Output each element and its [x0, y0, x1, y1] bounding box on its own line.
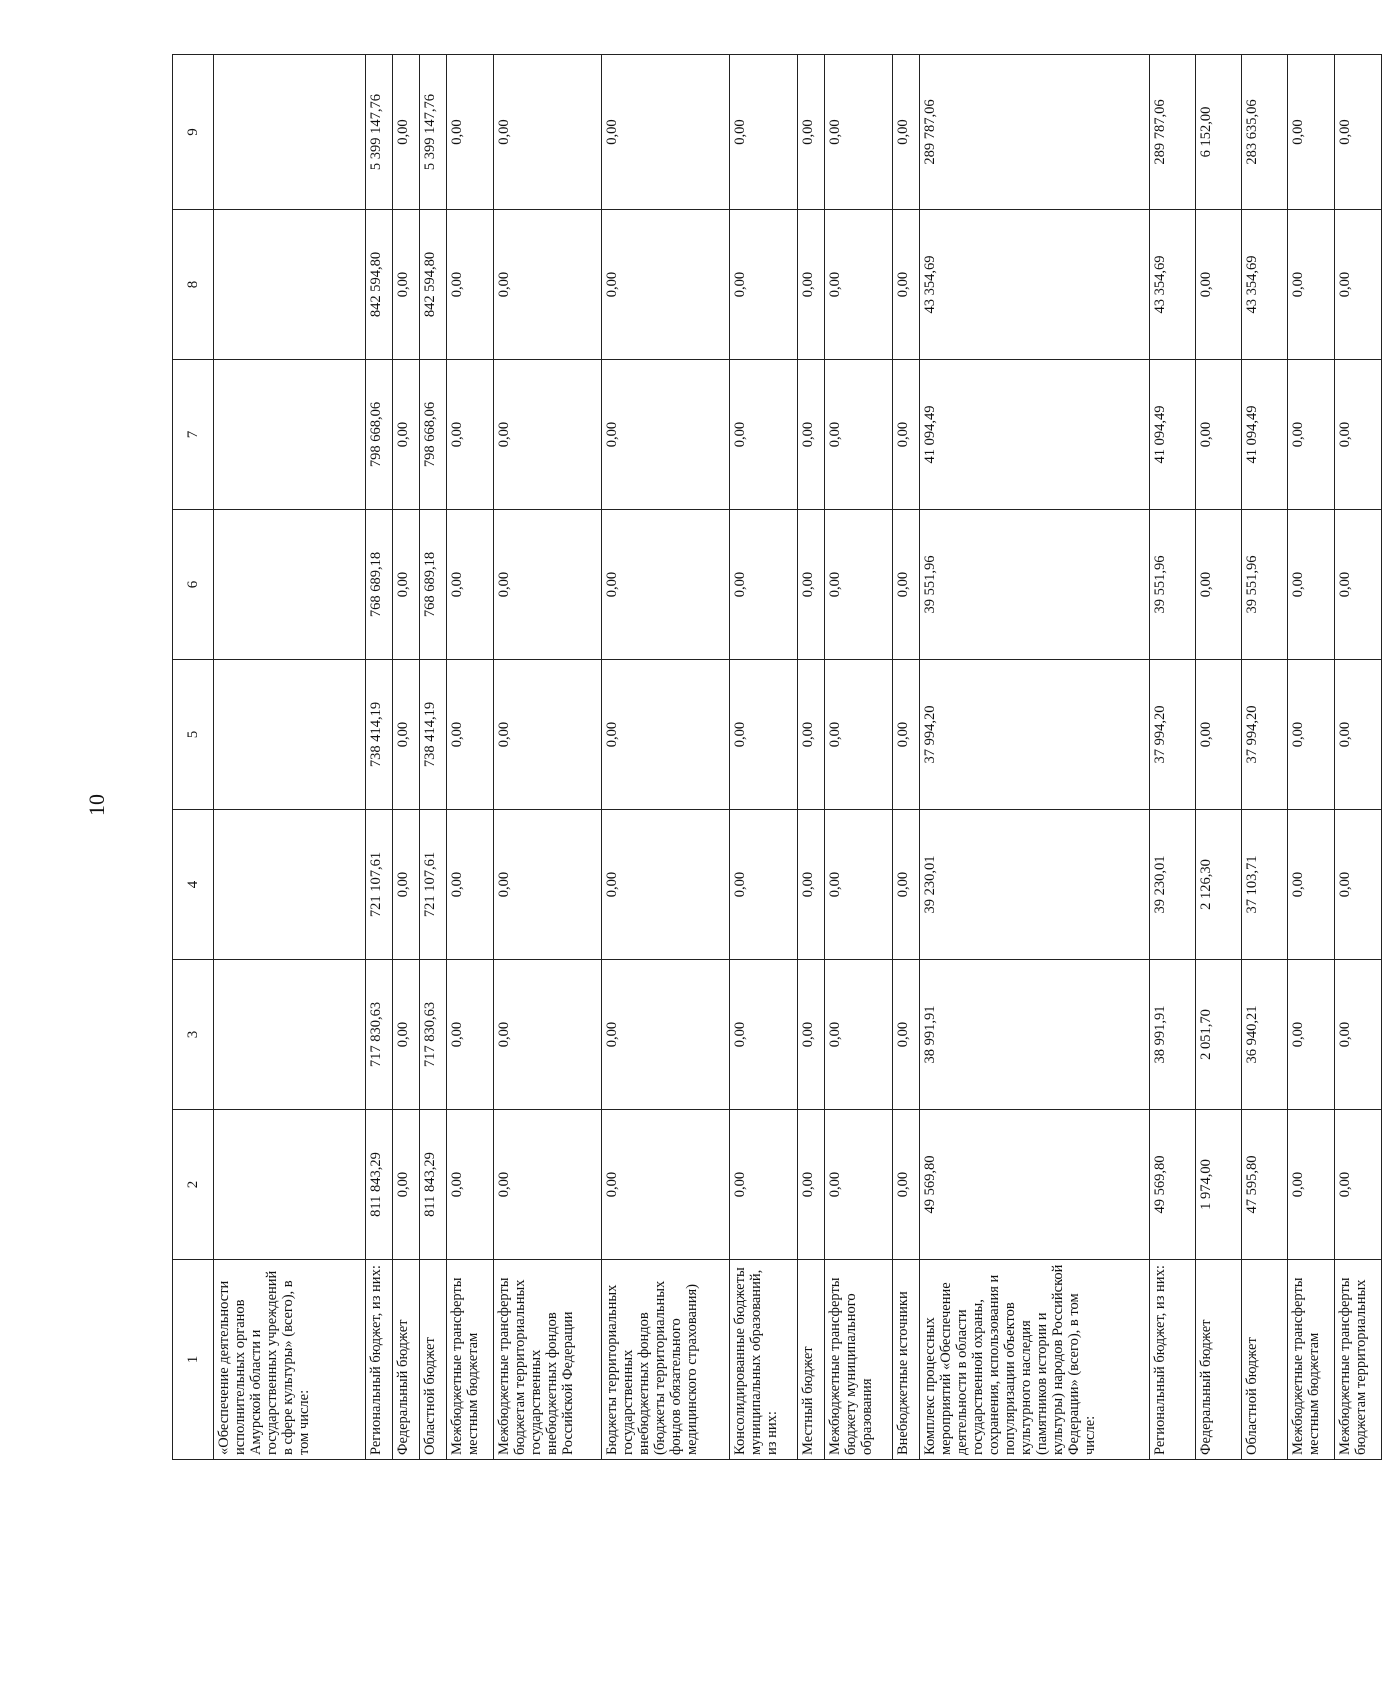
table-cell: 0,00	[601, 360, 730, 510]
table-cell: 0,00	[824, 55, 893, 210]
table-cell: 41 094,49	[919, 360, 1149, 510]
row-label: Межбюджетные трансферты бюджетам территориальных государственных внебюджетных фондов Российской Федерации	[493, 1260, 601, 1460]
table-cell: 0,00	[1334, 210, 1381, 360]
table-cell: 0,00	[493, 210, 601, 360]
column-header: 3	[173, 960, 214, 1110]
table-cell: 0,00	[824, 210, 893, 360]
table-cell: 39 230,01	[1150, 810, 1196, 960]
table-cell: 0,00	[446, 1110, 493, 1260]
table-cell: 0,00	[493, 510, 601, 660]
table-cell: 0,00	[1287, 510, 1334, 660]
column-header: 5	[173, 660, 214, 810]
table-cell: 0,00	[446, 55, 493, 210]
table-cell: 43 354,69	[919, 210, 1149, 360]
column-header: 2	[173, 1110, 214, 1260]
table-row	[493, 55, 601, 1460]
table-cell: 0,00	[824, 1110, 893, 1260]
table-cell: 5 399 147,76	[366, 55, 393, 210]
table-cell: 0,00	[1287, 210, 1334, 360]
table-cell: 0,00	[1334, 55, 1381, 210]
table-cell: 0,00	[446, 960, 493, 1110]
table-cell: 0,00	[601, 55, 730, 210]
table-cell: 2 126,30	[1196, 810, 1242, 960]
table-cell: 0,00	[393, 810, 420, 960]
table-cell: 0,00	[797, 960, 824, 1110]
row-label: «Обеспечение деятельности исполнительных органов Амурской области и государственных учреждений в сфере культуры» (всего), в том числе:	[213, 1260, 366, 1460]
table-cell: 0,00	[1287, 810, 1334, 960]
table-row	[824, 55, 893, 1460]
table-cell: 0,00	[601, 960, 730, 1110]
table-cell: 0,00	[730, 660, 797, 810]
table-row	[919, 55, 1149, 1460]
table-cell: 0,00	[1334, 360, 1381, 510]
table-cell: 0,00	[493, 55, 601, 210]
table-cell: 39 551,96	[1241, 510, 1287, 660]
table-cell: 0,00	[730, 360, 797, 510]
table-cell: 0,00	[893, 510, 920, 660]
table-cell: 0,00	[393, 1110, 420, 1260]
table-cell: 0,00	[393, 55, 420, 210]
table-cell: 0,00	[601, 660, 730, 810]
table-cell: 0,00	[601, 1110, 730, 1260]
table-cell: 38 991,91	[1150, 960, 1196, 1110]
table-cell: 0,00	[797, 1110, 824, 1260]
table-cell: 0,00	[493, 660, 601, 810]
table-row	[213, 55, 366, 1460]
table-cell: 0,00	[797, 660, 824, 810]
column-header: 7	[173, 360, 214, 510]
table-cell: 0,00	[730, 210, 797, 360]
table-cell: 842 594,80	[419, 210, 446, 360]
table-row	[446, 55, 493, 1460]
table-cell: 0,00	[893, 810, 920, 960]
table-cell: 721 107,61	[419, 810, 446, 960]
column-header: 1	[173, 1260, 214, 1460]
row-label: Межбюджетные трансферты местным бюджетам	[446, 1260, 493, 1460]
table-cell: 0,00	[1287, 1110, 1334, 1260]
table-cell: 0,00	[1287, 960, 1334, 1110]
row-label: Консолидированные бюджеты муниципальных образований, из них:	[730, 1260, 797, 1460]
table-cell: 38 991,91	[919, 960, 1149, 1110]
table-cell: 0,00	[1287, 660, 1334, 810]
table-cell: 36 940,21	[1241, 960, 1287, 1110]
table-cell: 0,00	[493, 960, 601, 1110]
table-cell: 0,00	[446, 810, 493, 960]
table-cell: 39 230,01	[919, 810, 1149, 960]
table-cell: 0,00	[824, 660, 893, 810]
table-cell: 49 569,80	[919, 1110, 1149, 1260]
table-cell	[213, 360, 366, 510]
table-cell: 0,00	[601, 210, 730, 360]
table-cell: 0,00	[893, 210, 920, 360]
page-number: 10	[84, 794, 109, 816]
table-cell: 37 994,20	[1150, 660, 1196, 810]
table-row	[1196, 55, 1242, 1460]
table-cell: 0,00	[893, 960, 920, 1110]
table-cell: 0,00	[893, 360, 920, 510]
table-cell: 738 414,19	[366, 660, 393, 810]
table-cell: 289 787,06	[919, 55, 1149, 210]
table-cell	[213, 660, 366, 810]
table-cell: 0,00	[730, 1110, 797, 1260]
table-row	[419, 55, 446, 1460]
table-cell: 768 689,18	[419, 510, 446, 660]
table-cell: 811 843,29	[366, 1110, 393, 1260]
column-header: 6	[173, 510, 214, 660]
table-cell: 738 414,19	[419, 660, 446, 810]
table-cell: 0,00	[824, 360, 893, 510]
table-cell: 289 787,06	[1150, 55, 1196, 210]
table-row	[1241, 55, 1287, 1460]
row-label: Региональный бюджет, из них:	[366, 1260, 393, 1460]
column-header: 4	[173, 810, 214, 960]
row-label: Местный бюджет	[797, 1260, 824, 1460]
table-cell: 0,00	[393, 960, 420, 1110]
table-cell: 0,00	[730, 960, 797, 1110]
table-cell: 798 668,06	[366, 360, 393, 510]
row-label: Внебюджетные источники	[893, 1260, 920, 1460]
table-cell: 1 974,00	[1196, 1110, 1242, 1260]
row-label: Межбюджетные трансферты бюджету муниципального образования	[824, 1260, 893, 1460]
table-cell: 0,00	[446, 360, 493, 510]
table-cell: 0,00	[730, 810, 797, 960]
table-cell	[213, 1110, 366, 1260]
table-row	[1287, 55, 1334, 1460]
table-row	[797, 55, 824, 1460]
row-label: Региональный бюджет, из них:	[1150, 1260, 1196, 1460]
table-cell: 0,00	[1196, 660, 1242, 810]
table-cell: 49 569,80	[1150, 1110, 1196, 1260]
budget-table	[172, 54, 1382, 1460]
row-label: Межбюджетные трансферты бюджетам территориальных	[1334, 1260, 1381, 1460]
table-cell	[213, 960, 366, 1110]
table-cell: 0,00	[824, 960, 893, 1110]
table-cell	[213, 810, 366, 960]
table-cell: 0,00	[893, 660, 920, 810]
table-cell: 0,00	[797, 810, 824, 960]
table-cell: 0,00	[393, 660, 420, 810]
table-cell: 0,00	[893, 1110, 920, 1260]
table-cell: 717 830,63	[366, 960, 393, 1110]
table-cell: 0,00	[1287, 360, 1334, 510]
table-container	[172, 55, 1382, 1460]
table-cell: 0,00	[601, 810, 730, 960]
table-row	[601, 55, 730, 1460]
table-cell: 5 399 147,76	[419, 55, 446, 210]
table-cell: 37 103,71	[1241, 810, 1287, 960]
table-cell: 0,00	[797, 55, 824, 210]
table-cell: 0,00	[601, 510, 730, 660]
table-cell: 0,00	[393, 510, 420, 660]
table-cell: 0,00	[893, 55, 920, 210]
table-cell: 768 689,18	[366, 510, 393, 660]
table-cell: 0,00	[797, 510, 824, 660]
table-cell: 0,00	[1334, 1110, 1381, 1260]
table-cell: 811 843,29	[419, 1110, 446, 1260]
table-cell: 43 354,69	[1150, 210, 1196, 360]
table-cell: 0,00	[824, 510, 893, 660]
column-header: 9	[173, 55, 214, 210]
table-row	[393, 55, 420, 1460]
table-cell: 0,00	[1196, 360, 1242, 510]
table-cell: 37 994,20	[1241, 660, 1287, 810]
table-row	[1334, 55, 1381, 1460]
table-cell: 283 635,06	[1241, 55, 1287, 210]
table-cell	[213, 510, 366, 660]
table-cell: 842 594,80	[366, 210, 393, 360]
table-cell: 43 354,69	[1241, 210, 1287, 360]
table-cell: 39 551,96	[919, 510, 1149, 660]
table-cell: 0,00	[1287, 55, 1334, 210]
table-cell: 39 551,96	[1150, 510, 1196, 660]
column-header: 8	[173, 210, 214, 360]
table-cell: 2 051,70	[1196, 960, 1242, 1110]
table-cell: 0,00	[493, 810, 601, 960]
table-cell: 0,00	[1334, 510, 1381, 660]
row-label: Областной бюджет	[1241, 1260, 1287, 1460]
header-row	[173, 55, 214, 1460]
table-cell: 0,00	[493, 1110, 601, 1260]
table-row	[1150, 55, 1196, 1460]
table-cell	[213, 210, 366, 360]
table-cell: 0,00	[446, 210, 493, 360]
table-cell: 37 994,20	[919, 660, 1149, 810]
table-cell: 0,00	[493, 360, 601, 510]
table-cell: 0,00	[393, 360, 420, 510]
table-cell: 0,00	[1334, 660, 1381, 810]
table-cell: 717 830,63	[419, 960, 446, 1110]
table-cell	[213, 55, 366, 210]
table-body	[173, 55, 1382, 1460]
table-cell: 721 107,61	[366, 810, 393, 960]
table-row	[730, 55, 797, 1460]
row-label: Бюджеты территориальных государственных внебюджетных фондов (бюджеты территориальных фондов обязательного медицинского страхования)	[601, 1260, 730, 1460]
table-cell: 0,00	[393, 210, 420, 360]
table-cell: 0,00	[797, 360, 824, 510]
table-cell: 0,00	[1334, 810, 1381, 960]
table-cell: 0,00	[824, 810, 893, 960]
table-cell: 0,00	[1334, 960, 1381, 1110]
table-cell: 6 152,00	[1196, 55, 1242, 210]
row-label: Комплекс процессных мероприятий «Обеспечение деятельности в области государственной охраны, сохранения, использования и популяризации объектов культурного наследия (памятников истории и культуры) народов Российской Федерации» (всего), в том числе:	[919, 1260, 1149, 1460]
table-row	[366, 55, 393, 1460]
table-cell: 0,00	[730, 55, 797, 210]
table-row	[893, 55, 920, 1460]
table-cell: 0,00	[1196, 510, 1242, 660]
row-label: Федеральный бюджет	[393, 1260, 420, 1460]
table-cell: 47 595,80	[1241, 1110, 1287, 1260]
table-cell: 0,00	[730, 510, 797, 660]
table-cell: 0,00	[797, 210, 824, 360]
row-label: Федеральный бюджет	[1196, 1260, 1242, 1460]
row-label: Областной бюджет	[419, 1260, 446, 1460]
table-cell: 41 094,49	[1241, 360, 1287, 510]
table-cell: 798 668,06	[419, 360, 446, 510]
table-cell: 41 094,49	[1150, 360, 1196, 510]
table-cell: 0,00	[446, 510, 493, 660]
table-cell: 0,00	[1196, 210, 1242, 360]
table-cell: 0,00	[446, 660, 493, 810]
row-label: Межбюджетные трансферты местным бюджетам	[1287, 1260, 1334, 1460]
